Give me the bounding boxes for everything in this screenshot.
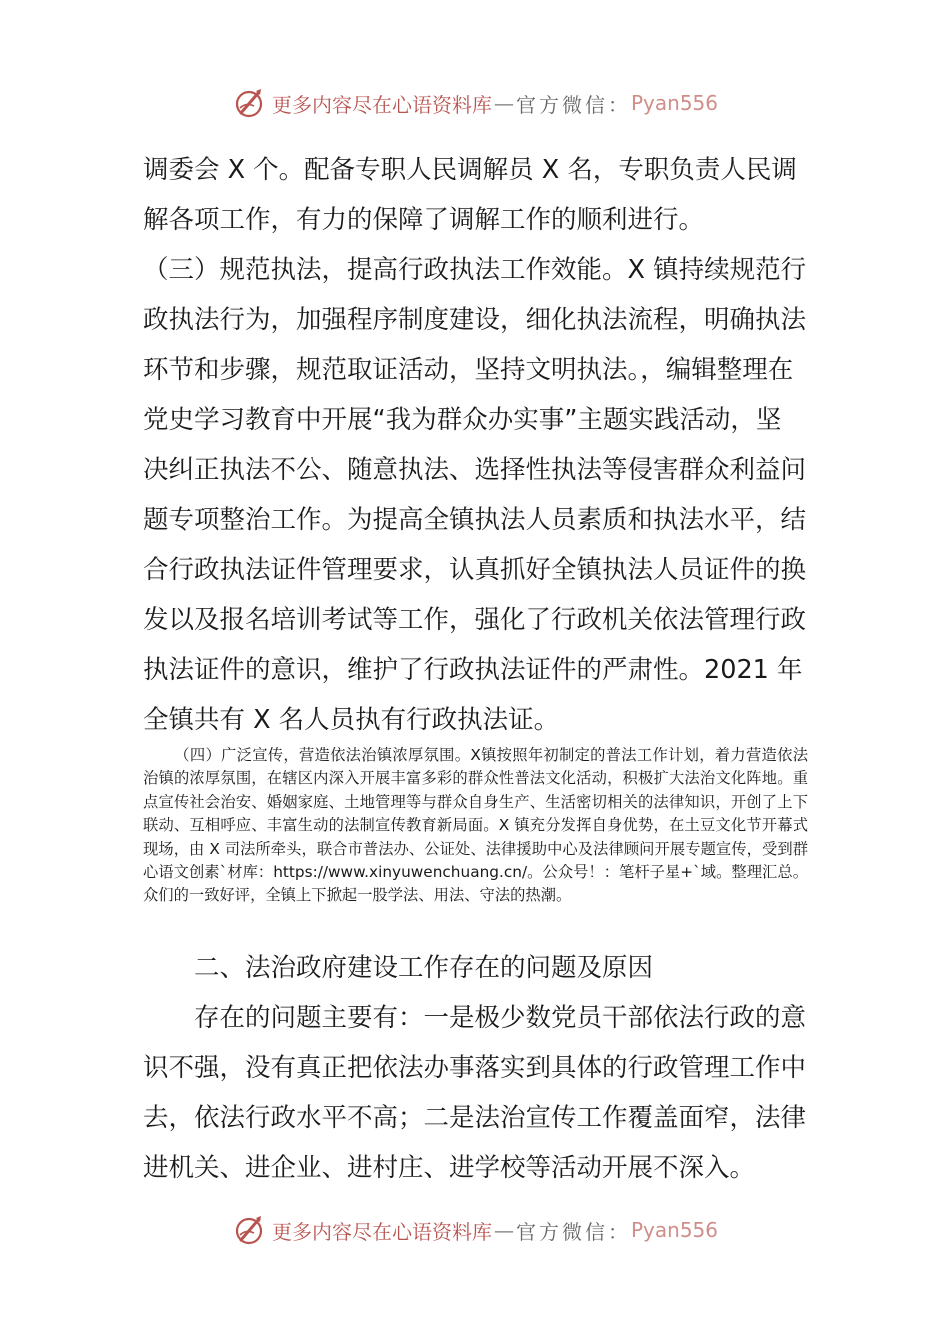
text-line: 调委会 X 个。配备专职人民调解员 X 名，专职负责人民调 (143, 155, 797, 185)
text-line: 题专项整治工作。为提高全镇执法人员素质和执法水平，结 (143, 505, 807, 535)
banner-text: 更多内容尽在心语资料库 (271, 92, 492, 117)
wechat-label: 官方微信： (515, 1219, 631, 1244)
body-block-3 (143, 943, 808, 1193)
pen-logo-icon (232, 1213, 266, 1247)
text-line: 政执法行为，加强程序制度建设，细化执法流程，明确执法 (143, 305, 807, 335)
text-line: 去，依法行政水平不高；二是法治宣传工作覆盖面窄，法律 (143, 1103, 807, 1133)
text-line: 党史学习教育中开展“我为群众办实事”主题实践活动，坚 (143, 405, 782, 435)
body-block-1 (143, 145, 808, 745)
pen-logo-icon (232, 86, 266, 120)
text-line: 决纠正执法不公、随意执法、选择性执法等侵害群众利益问 (143, 455, 807, 485)
footer-banner (0, 1210, 950, 1250)
text-line: 执法证件的意识，维护了行政执法证件的严肃性。2021 年 (143, 655, 803, 685)
text-line: 发以及报名培训考试等工作，强化了行政机关依法管理行政 (143, 605, 807, 635)
banner-separator: — (493, 91, 514, 115)
header-banner (0, 83, 950, 123)
wechat-id: Pyan556 (630, 1218, 718, 1242)
text-line: 解各项工作，有力的保障了调解工作的顺利进行。 (143, 205, 705, 235)
section-heading-3: （三）规范执法，提高行政执法工作效能。X 镇持续规范行 (143, 255, 807, 285)
wechat-id: Pyan556 (630, 91, 718, 115)
text-line: 全镇共有 X 名人员执有行政执法证。 (143, 705, 560, 735)
body-block-2 (143, 744, 808, 908)
banner-separator: — (493, 1218, 514, 1242)
text-line: 合行政执法证件管理要求，认真抓好全镇执法人员证件的换 (143, 555, 807, 585)
section-heading-2: 二、法治政府建设工作存在的问题及原因 (143, 953, 654, 983)
banner-text: 更多内容尽在心语资料库 (271, 1219, 492, 1244)
wechat-label: 官方微信： (515, 92, 631, 117)
text-line: 识不强，没有真正把依法办事落实到具体的行政管理工作中 (143, 1053, 807, 1083)
text-line: 环节和步骤，规范取证活动，坚持文明执法。，编辑整理在 (143, 355, 794, 385)
paragraph-publicity: （四）广泛宣传，营造依法治镇浓厚氛围。X镇按照年初制定的普法工作计划，着力营造依法治镇的浓厚氛围，在辖区内深入开展丰富多彩的群众性普法文化活动，积极扩大法治文化阵地。重点宣传社会治安、婚姻家庭、土地管理等与群众自身生产、生活密切相关的法律知识，开创了上下联动、互相呼应、丰富生动的法制宣传教育新局面。X 镇充分发挥自身优势，在土豆文化节开幕式现场，由 X 司法所牵头，联合市普法办、公证处、法律援助中心及法律顾问开展专题宣传，受到群心语文创素`材库：https://www.xinyuwenchuang.cn/。公众号！：笔杆子星+`域。整理汇总。众们的一致好评，全镇上下掀起一股学法、用法、守法的热潮。 (143, 746, 808, 905)
text-line: 存在的问题主要有：一是极少数党员干部依法行政的意 (143, 1003, 807, 1033)
text-line: 进机关、进企业、进村庄、进学校等活动开展不深入。 (143, 1153, 756, 1183)
